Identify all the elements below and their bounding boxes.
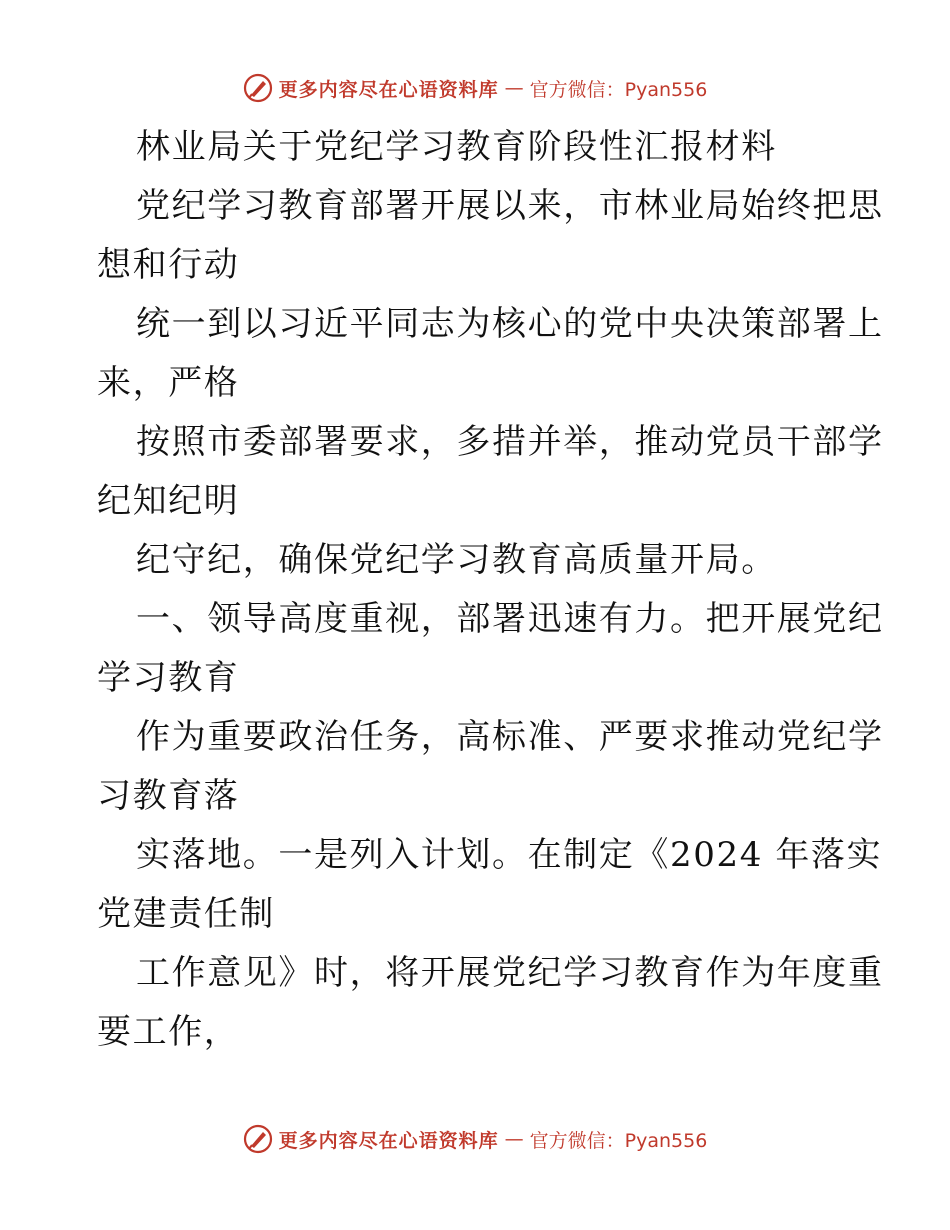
watermark-contact: 官方微信：Pyan556 <box>529 1129 708 1152</box>
paragraph-line: 工作意见》时，将开展党纪学习教育作为年度重 <box>136 953 884 993</box>
paragraph-line: 党纪学习教育部署开展以来，市林业局始终把思 <box>136 186 884 226</box>
watermark-brand: 更多内容尽在心语资料库 <box>278 78 499 101</box>
paragraph-line: 统一到以习近平同志为核心的党中央决策部署上 <box>136 304 884 344</box>
paragraph-line: 想和行动 <box>97 245 240 285</box>
watermark-separator: — <box>504 1128 524 1150</box>
paragraph-line: 来，严格 <box>97 363 240 403</box>
paragraph-line: 党建责任制 <box>97 894 275 934</box>
section-heading-line: 一、领导高度重视，部署迅速有力。把开展党纪 <box>136 599 884 639</box>
watermark-brand: 更多内容尽在心语资料库 <box>278 1129 499 1152</box>
document-title: 林业局关于党纪学习教育阶段性汇报材料 <box>136 127 777 167</box>
quill-logo-icon <box>243 1124 273 1154</box>
paragraph-line: 习教育落 <box>97 776 240 816</box>
paragraph-line: 纪知纪明 <box>97 481 240 521</box>
paragraph-line: 学习教育 <box>97 658 240 698</box>
footer-watermark <box>0 1124 950 1154</box>
document-body <box>97 118 884 1062</box>
header-watermark <box>0 73 950 103</box>
watermark-contact: 官方微信：Pyan556 <box>529 78 708 101</box>
watermark-separator: — <box>504 77 524 99</box>
quill-logo-icon <box>243 73 273 103</box>
paragraph-line: 纪守纪，确保党纪学习教育高质量开局。 <box>136 540 777 580</box>
paragraph-line: 作为重要政治任务，高标准、严要求推动党纪学 <box>136 717 884 757</box>
paragraph-line: 按照市委部署要求，多措并举，推动党员干部学 <box>136 422 884 462</box>
paragraph-line: 要工作， <box>97 1012 240 1052</box>
paragraph-line: 实落地。一是列入计划。在制定《2024 年落实 <box>136 835 883 875</box>
